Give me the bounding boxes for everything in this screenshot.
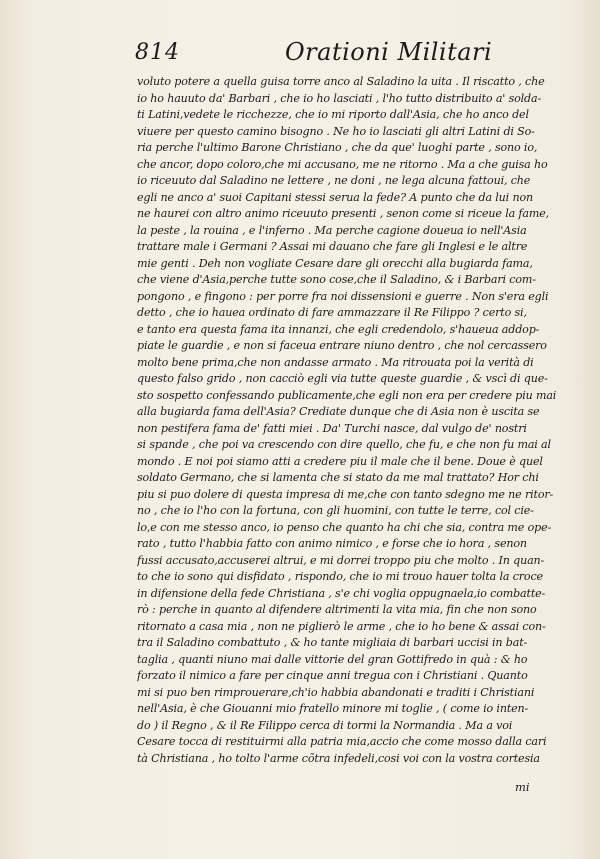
text-line: si spande , che poi va crescendo con dire quello, che fu, e che non fu mai al <box>137 438 551 451</box>
catchword: mi <box>515 780 530 794</box>
text-line: rato , tutto l'habbia fatto con animo nimico , e forse che io hora , senon <box>137 537 527 550</box>
text-line: alla bugiarda fama dell'Asia? Crediate dunque che di Asia non è uscita se <box>137 405 540 418</box>
text-line: che ancor, dopo coloro,che mi accusano, me ne ritorno . Ma a che guisa ho <box>137 157 548 171</box>
running-title: Orationi Militari <box>285 38 493 66</box>
text-line: ne haurei con altro animo riceuuto presenti , senon come si riceue la fame, <box>137 207 550 220</box>
text-line: molto bene prima,che non andasse armato . Ma ritrouata poi la verità di <box>137 355 534 369</box>
page-header <box>135 38 540 74</box>
text-line: io ho hauuto da' Barbari , che io ho lasciati , l'ho tutto distribuito a' solda- <box>137 91 542 105</box>
text-line: fussi accusato,accuserei altrui, e mi dorrei troppo piu che molto . In quan- <box>137 553 545 567</box>
text-line: rò : perche in quanto al difendere altrimenti la vita mia, fin che non sono <box>137 603 537 616</box>
text-line: la peste , la rouina , e l'inferno . Ma perche cagione doueua io nell'Asia <box>137 223 527 237</box>
text-line: tà Christiana , ho tolto l'arme cõtra infedeli,cosi voi con la vostra cortesia <box>137 751 540 765</box>
text-line: che viene d'Asia,perche tutte sono cose,che il Saladino, & i Barbari com- <box>137 273 536 286</box>
text-line: voluto potere a quella guisa torre anco al Saladino la uita . Il riscatto , che <box>137 75 545 88</box>
text-line: questo falso grido , non cacciò egli via tutte queste guardie , & vscì di que- <box>137 372 548 385</box>
text-line: egli ne anco a' suoi Capitani stessi serua la fede? A punto che da lui non <box>137 190 533 204</box>
body-text <box>137 74 557 767</box>
text-line: taglia , quanti niuno mai dalle vittorie del gran Gottifredo in quà : & ho <box>137 652 528 666</box>
text-line: tra il Saladino combattuto , & ho tante migliaia di barbari uccisi in bat- <box>137 636 528 649</box>
text-line: mi si puo ben rimprouerare,ch'io habbia abandonati e traditi i Christiani <box>137 685 535 699</box>
text-line: ti Latini,vedete le ricchezze, che io mi riporto dall'Asia, che ho anco del <box>137 108 529 121</box>
text-line: nell'Asia, è che Giouanni mio fratello minore mi toglie , ( come io inten- <box>137 702 529 715</box>
text-line: do ) il Regno , & il Re Filippo cerca di tormi la Normandia . Ma a voi <box>137 718 513 732</box>
text-line: pongono , e fingono : per porre fra noi dissensioni e guerre . Non s'era egli <box>137 289 549 303</box>
text-line: piu si puo dolere di questa impresa di me,che con tanto sdegno me ne ritor- <box>137 487 554 501</box>
text-line: mie genti . Deh non vogliate Cesare dare gli orecchi alla bugiarda fama, <box>137 256 533 270</box>
text-line: lo,e con me stesso anco, io penso che quanto ha chi che sia, contra me ope- <box>137 520 552 534</box>
text-line: forzato il nimico a fare per cinque anni tregua con i Christiani . Quanto <box>137 669 528 682</box>
text-line: ria perche l'ultimo Barone Christiano , che da que' luoghi parte , sono io, <box>137 141 538 154</box>
text-line: ritornato a casa mia , non ne piglierò le arme , che io ho bene & assai con- <box>137 619 546 633</box>
text-line: sto sospetto confessando publicamente,che egli non era per credere piu mai <box>137 388 557 402</box>
text-line: in difensione della fede Christiana , s'e chi voglia oppugnaela,io combatte- <box>137 586 546 600</box>
text-line: trattare male i Germani ? Assai mi dauano che fare gli Inglesi e le altre <box>137 240 528 253</box>
text-line: e tanto era questa fama ita innanzi, che egli credendolo, s'haueua addop- <box>137 322 540 336</box>
text-line: mondo . E noi poi siamo atti a credere piu il male che il bene. Doue è quel <box>137 454 543 468</box>
text-line: to che io sono qui disfidato , rispondo, che io mi trouo hauer tolta la croce <box>137 570 543 583</box>
text-line: io riceuuto dal Saladino ne lettere , ne doni , ne lega alcuna fattoui, che <box>137 174 531 187</box>
text-line: no , che io l'ho con la fortuna, con gli huomini, con tutte le terre, col cie- <box>137 504 534 517</box>
text-line: piate le guardie , e non si faceua entrare niuno dentro , che nol cercassero <box>137 339 547 352</box>
text-line: detto , che io hauea ordinato di fare ammazzare il Re Filippo ? certo si, <box>137 306 527 319</box>
text-line: non pestifera fama de' fatti miei . Da' Turchi nasce, dal vulgo de' nostri <box>137 421 527 435</box>
text-line: viuere per questo camino bisogno . Ne ho io lasciati gli altri Latini di So- <box>137 124 535 138</box>
text-line: soldato Germano, che si lamenta che si stato da me mal trattato? Hor chi <box>137 471 539 484</box>
text-line: Cesare tocca di restituirmi alla patria mia,accio che come mosso dalla cari <box>137 735 547 748</box>
page-number: 814 <box>135 40 180 65</box>
